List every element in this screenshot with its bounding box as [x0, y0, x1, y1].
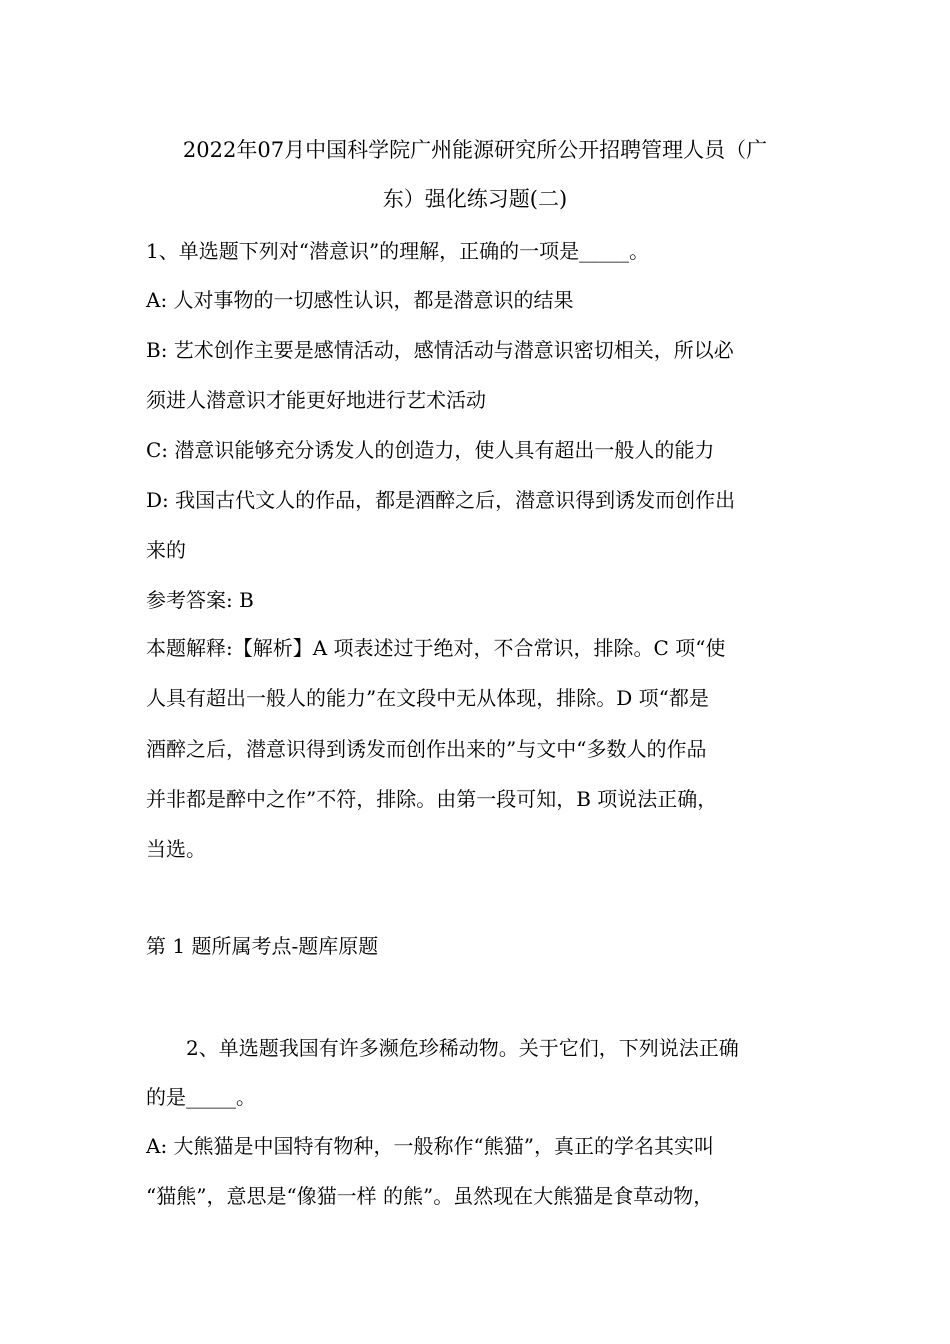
question-1-explanation-line-2: 人具有超出一般人的能力”在文段中无从体现，排除。D 项“都是	[146, 686, 709, 710]
question-1-option-b-line-1: B: 艺术创作主要是感情活动，感情活动与潜意识密切相关，所以必	[146, 338, 734, 362]
question-1-option-d-line-2: 来的	[146, 538, 186, 562]
question-1-option-a: A: 人对事物的一切感性认识，都是潜意识的结果	[146, 288, 574, 312]
question-2-option-a-line-1: A: 大熊猫是中国特有物种，一般称作“熊猫”，真正的学名其实叫	[146, 1134, 714, 1158]
question-1-explanation-line-3: 酒醉之后，潜意识得到诱发而创作出来的”与文中“多数人的作品	[146, 737, 707, 761]
question-2-stem-line-2: 的是_____。	[146, 1085, 256, 1109]
question-1-option-b-line-2: 须进人潜意识才能更好地进行艺术活动	[146, 388, 486, 412]
document-title-line-1: 2022年07月中国科学院广州能源研究所公开招聘管理人员（广	[182, 138, 768, 162]
question-1-topic: 第 1 题所属考点-题库原题	[146, 934, 379, 958]
question-1-explanation-line-5: 当选。	[146, 837, 206, 861]
question-2-option-a-line-2: “猫熊”，意思是“像猫一样 的熊”。虽然现在大熊猫是食草动物，	[146, 1184, 714, 1208]
question-1-stem: 1、单选题下列对“潜意识”的理解，正确的一项是_____。	[146, 239, 650, 263]
question-1-option-d-line-1: D: 我国古代文人的作品，都是酒醉之后，潜意识得到诱发而创作出	[146, 488, 736, 512]
document-title-line-2: 东）强化练习题(二)	[382, 187, 568, 211]
question-2-stem-line-1: 2、单选题我国有许多濒危珍稀动物。关于它们，下列说法正确	[186, 1036, 739, 1060]
question-1-option-c: C: 潜意识能够充分诱发人的创造力，使人具有超出一般人的能力	[146, 438, 715, 462]
question-1-explanation-line-4: 并非都是醉中之作”不符，排除。由第一段可知，B 项说法正确，	[146, 787, 718, 811]
question-1-explanation-line-1: 本题解释:【解析】A 项表述过于绝对，不合常识，排除。C 项“使	[146, 636, 726, 660]
question-1-answer: 参考答案: B	[146, 588, 254, 612]
